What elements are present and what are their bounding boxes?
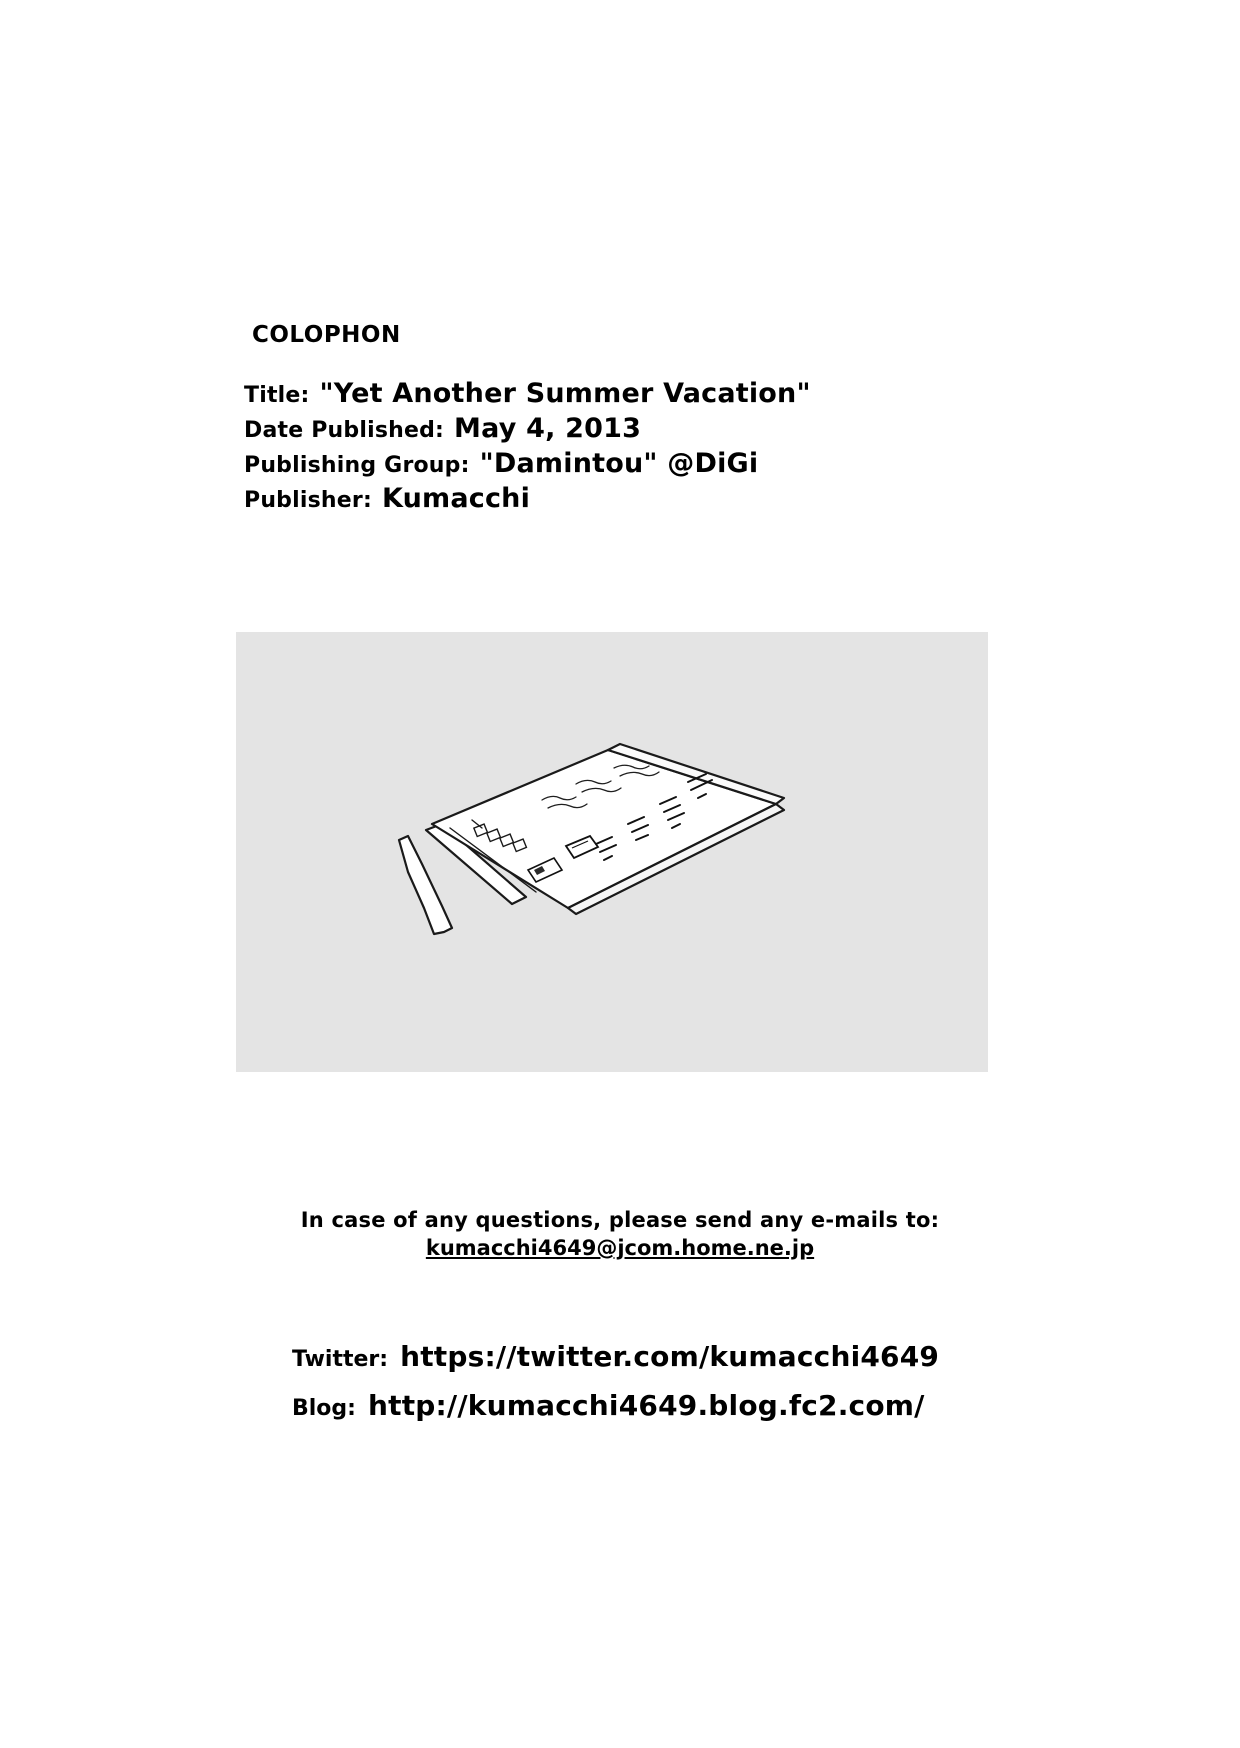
title-label: Title: bbox=[244, 383, 310, 408]
title-value: "Yet Another Summer Vacation" bbox=[319, 378, 811, 409]
publisher-label: Publisher: bbox=[244, 488, 372, 513]
colophon-row-title bbox=[244, 378, 1044, 409]
blog-link[interactable]: http://kumacchi4649.blog.fc2.com/ bbox=[367, 1389, 925, 1422]
contact-instruction: In case of any questions, please send any e-mails to: bbox=[300, 1208, 940, 1232]
colophon-row-group bbox=[244, 448, 1044, 479]
twitter-link[interactable]: https://twitter.com/kumacchi4649 bbox=[400, 1340, 940, 1373]
links-block bbox=[292, 1340, 1092, 1438]
blog-label: Blog: bbox=[292, 1396, 356, 1421]
date-published-value: May 4, 2013 bbox=[454, 413, 642, 444]
contact-block bbox=[0, 1208, 1240, 1260]
doujinshi-envelope-icon bbox=[236, 632, 988, 1072]
illustration-panel bbox=[236, 632, 988, 1072]
publishing-group-value: "Damintou" @DiGi bbox=[479, 448, 759, 479]
page-title: COLOPHON bbox=[252, 322, 401, 348]
twitter-label: Twitter: bbox=[292, 1347, 389, 1372]
colophon-row-publisher bbox=[244, 483, 1044, 514]
publishing-group-label: Publishing Group: bbox=[244, 453, 470, 478]
blog-row bbox=[292, 1389, 1092, 1422]
colophon-meta-list bbox=[244, 378, 1044, 518]
publisher-value: Kumacchi bbox=[381, 483, 531, 514]
date-published-label: Date Published: bbox=[244, 418, 445, 443]
twitter-row bbox=[292, 1340, 1092, 1373]
contact-email-link[interactable]: kumacchi4649@jcom.home.ne.jp bbox=[425, 1236, 815, 1260]
colophon-row-date bbox=[244, 413, 1044, 444]
